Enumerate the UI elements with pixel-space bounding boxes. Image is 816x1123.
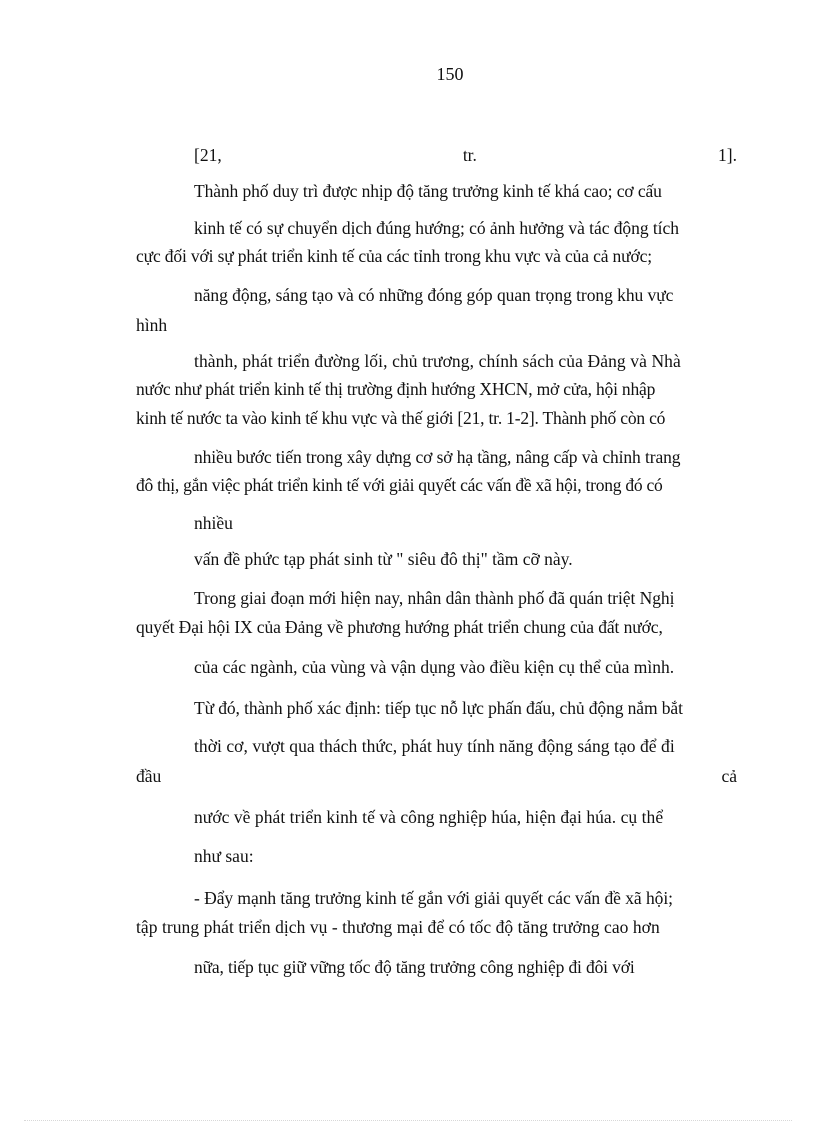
split-line-right: cả [721,766,737,786]
text-line-21: tập trung phát triển dịch vụ - thương mại để có tốc độ tăng trưởng cao hơn [136,917,660,937]
text-line-18: nước về phát triển kinh tế và công nghiệp húa, hiện đại húa. cụ thể [194,807,664,827]
citation-line [194,144,737,166]
text-line-15: của các ngành, của vùng và vận dụng vào điều kiện cụ thể của mình. [194,657,675,677]
text-line-8: kinh tế nước ta vào kinh tế khu vực và thế giới [21, tr. 1-2]. Thành phố còn có [136,408,666,428]
text-line-5: hình [136,315,168,335]
text-line-2: kinh tế có sự chuyển dịch đúng hướng; có ảnh hưởng và tác động tích [194,218,679,238]
text-line-20: - Đẩy mạnh tăng trưởng kinh tế gắn với giải quyết các vấn đề xã hội; [194,888,673,908]
text-line-14: quyết Đại hội IX của Đảng về phương hướng phát triển chung của đất nước, [136,617,663,637]
citation-left: [21, [194,145,222,165]
text-line-22: nữa, tiếp tục giữ vững tốc độ tăng trưởng công nghiệp đi đôi với [194,957,635,977]
footer-dotted-rule [24,1120,792,1121]
text-line-11: nhiều [194,513,233,533]
text-line-17: thời cơ, vượt qua thách thức, phát huy tính năng động sáng tạo để đi [194,736,675,756]
text-line-7: nước như phát triển kinh tế thị trường định hướng XHCN, mở cửa, hội nhập [136,379,656,399]
text-line-12: vấn đề phức tạp phát sinh từ " siêu đô thị" tầm cỡ này. [194,549,573,569]
split-line-left: đầu [136,766,162,786]
split-line [136,765,737,787]
text-line-16: Từ đó, thành phố xác định: tiếp tục nỗ lực phấn đấu, chủ động nắm bắt [194,698,683,718]
text-line-13: Trong giai đoạn mới hiện nay, nhân dân thành phố đã quán triệt Nghị [194,588,675,608]
page-number: 150 [436,64,464,84]
text-line-4: năng động, sáng tạo và có những đóng góp quan trọng trong khu vực [194,285,674,305]
text-line-6: thành, phát triển đường lối, chủ trương, chính sách của Đảng và Nhà [194,351,681,371]
text-line-9: nhiều bước tiến trong xây dựng cơ sở hạ tầng, nâng cấp và chỉnh trang [194,447,681,467]
text-line-3: cực đối với sự phát triển kinh tế của các tỉnh trong khu vực và của cả nước; [136,246,652,266]
text-line-1: Thành phố duy trì được nhịp độ tăng trưởng kinh tế khá cao; cơ cấu [194,181,662,201]
text-line-19: như sau: [194,846,254,866]
citation-middle: tr. [462,145,477,165]
text-line-10: đô thị, gắn việc phát triển kinh tế với giải quyết các vấn đề xã hội, trong đó có [136,475,663,495]
citation-right: 1]. [718,145,737,165]
